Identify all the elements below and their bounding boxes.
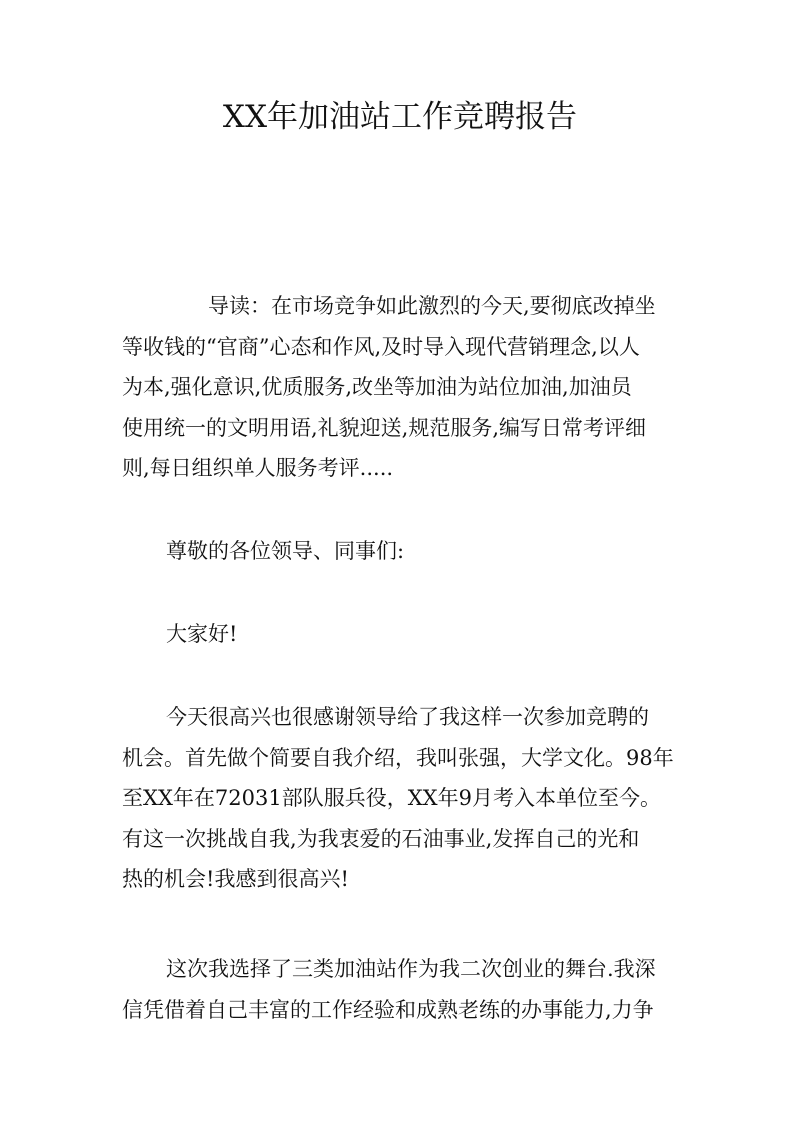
intro-line: 为本,强化意识,优质服务,改坐等加油为站位加油,加油员 bbox=[122, 375, 632, 399]
body-line: 机会。首先做个简要自我介绍，我叫张强，大学文化。98年 bbox=[122, 745, 674, 770]
intro-line: 使用统一的文明用语,礼貌迎送,规范服务,编写日常考评细 bbox=[122, 415, 647, 440]
document-title: XX年加油站工作竞聘报告 bbox=[222, 99, 578, 135]
body-line: 信凭借着自己丰富的工作经验和成熟老练的办事能力,力争 bbox=[122, 997, 654, 1022]
body-paragraph-2 bbox=[122, 949, 692, 1030]
intro-line: 等收钱的“官商”心态和作风,及时导入现代营销理念,以人 bbox=[122, 334, 640, 359]
body-line: 这次我选择了三类加油站作为我二次创业的舞台.我深 bbox=[166, 957, 656, 981]
greeting-paragraph bbox=[122, 614, 692, 655]
salutation-line: 尊敬的各位领导、同事们: bbox=[166, 539, 405, 563]
intro-line: 导读：在市场竞争如此激烈的今天,要彻底改掉坐 bbox=[208, 294, 656, 318]
body-line: 今天很高兴也很感谢领导给了我这样一次参加竞聘的 bbox=[166, 705, 649, 729]
body-line: 有这一次挑战自我,为我衷爱的石油事业,发挥自己的光和 bbox=[122, 826, 640, 851]
body-line: 至XX年在72031部队服兵役，XX年9月考入本单位至今。 bbox=[122, 786, 661, 810]
salutation-paragraph bbox=[122, 531, 692, 572]
body-paragraph-1 bbox=[122, 697, 692, 900]
greeting-line: 大家好! bbox=[166, 622, 238, 646]
intro-line: 则,每日组织单人服务考评..... bbox=[122, 456, 394, 480]
intro-paragraph bbox=[122, 286, 692, 489]
body-line: 热的机会!我感到很高兴! bbox=[122, 867, 349, 891]
